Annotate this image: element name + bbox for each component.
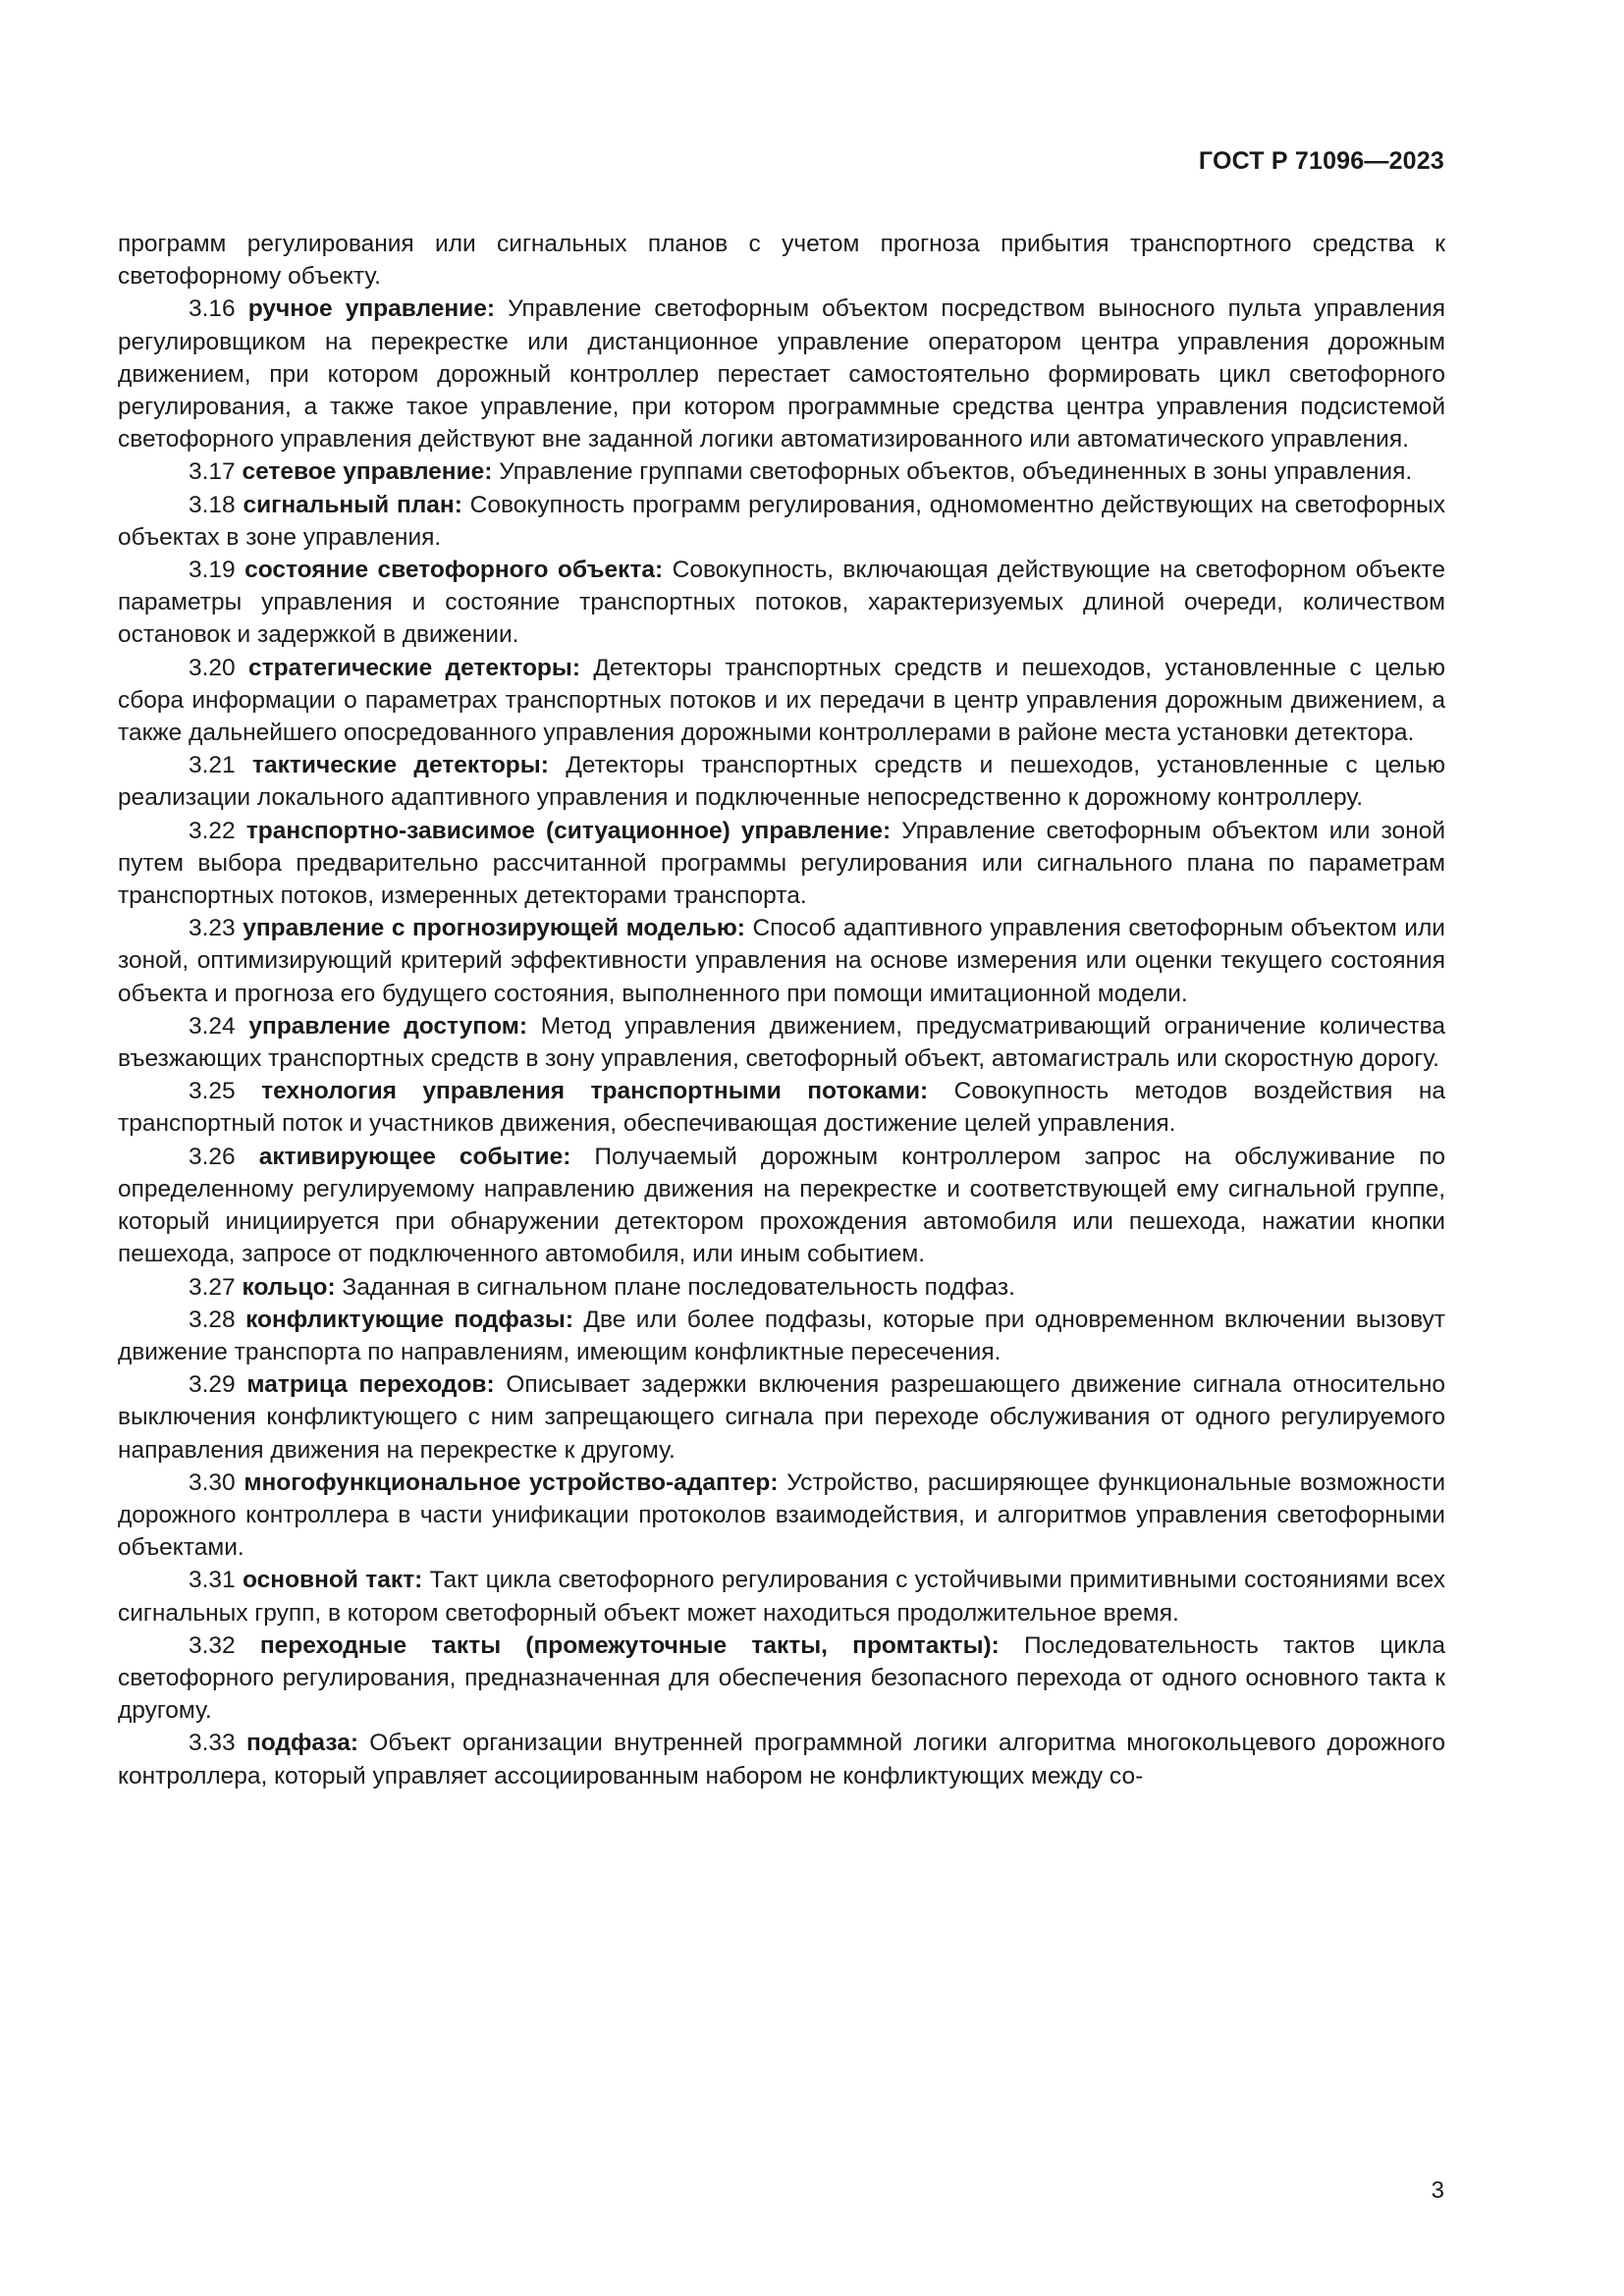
entry-3-24 [118, 1010, 1445, 1075]
entry-definition: Детекторы транспортных средств и пешеходов, установленные с целью сбора информации о параметрах транспортных потоков и их передачи в центр управления дорожным движением, а также дальнейшего опосредованного управления дорожными контроллерами в районе места установки детектора. [118, 654, 1445, 747]
entry-definition: Способ адаптивного управления светофорным объектом или зоной, оптимизирующий критерий эффективности управления на основе измерения или оценки текущего состояния объекта и прогноза его будущего состояния, выполненного при помощи имитационной модели. [118, 915, 1445, 1007]
entry-number: 3.17 [189, 458, 236, 486]
entry-3-22 [118, 815, 1445, 913]
entry-definition: Устройство, расширяющее функциональные возможности дорожного контроллера в части унификации протоколов взаимодействия, и алгоритмов управления светофорными объектами. [118, 1468, 1446, 1562]
entry-term: конфликтующие подфазы: [245, 1306, 574, 1333]
entry-3-28 [118, 1304, 1445, 1368]
entry-3-16 [118, 293, 1445, 455]
entry-number: 3.21 [189, 752, 236, 779]
entry-3-25 [118, 1075, 1445, 1140]
entry-number: 3.29 [189, 1371, 236, 1399]
page-number: 3 [1431, 2177, 1444, 2204]
entry-number: 3.30 [189, 1468, 236, 1496]
entry-term: основной такт: [243, 1567, 423, 1594]
entry-term: многофункциональное устройство-адаптер: [244, 1468, 779, 1496]
entry-term: сигнальный план: [243, 491, 462, 518]
continuation-paragraph: программ регулирования или сигнальных планов с учетом прогноза прибытия транспортного средства к светофорному объекту. [118, 231, 1445, 291]
entry-term: технология управления транспортными потоками: [261, 1078, 929, 1105]
entry-term: кольцо: [242, 1273, 336, 1301]
entry-definition: Такт цикла светофорного регулирования с устойчивыми примитивными состояниями всех сигнальных групп, в котором светофорный объект может находиться продолжительное время. [118, 1567, 1445, 1627]
entry-number: 3.22 [189, 817, 236, 844]
entry-term: управление с прогнозирующей моделью: [243, 915, 745, 942]
entry-definition: Управление светофорным объектом или зоной путем выбора предварительно рассчитанной программы регулирования или сигнального плана по параметрам транспортных потоков, измеренных детекторами транспорта. [118, 817, 1445, 910]
entry-definition: Управление светофорным объектом посредством выносного пульта управления регулировщиком на перекрестке или дистанционное управление оператором центра управления дорожным движением, при котором дорожный контроллер перестает самостоятельно формировать цикл светофорного регулирования, а также такое управление, при котором программные средства центра управления подсистемой светофорного управления действуют вне заданной логики автоматизированного или автоматического управления. [118, 295, 1445, 454]
entry-definition: Совокупность, включающая действующие на светофорном объекте параметры управления и состояние транспортных потоков, характеризуемых длиной очереди, количеством остановок и задержкой в движении. [118, 557, 1445, 649]
entry-number: 3.32 [189, 1631, 236, 1659]
entry-number: 3.27 [189, 1273, 236, 1301]
entry-term: сетевое управление: [242, 458, 493, 486]
entry-term: матрица переходов: [246, 1371, 495, 1399]
entry-number: 3.18 [189, 491, 236, 518]
entry-3-26 [118, 1141, 1445, 1271]
entry-number: 3.19 [189, 557, 236, 584]
entry-3-30 [118, 1467, 1445, 1565]
entry-definition: Объект организации внутренней программной логики алгоритма многокольцевого дорожного контроллера, который управляет ассоциированным набором не конфликтующих между со- [118, 1730, 1445, 1789]
entry-definition: Совокупность методов воздействия на транспортный поток и участников движения, обеспечивающая достижение целей управления. [118, 1078, 1445, 1138]
entry-term: активирующее событие: [258, 1143, 571, 1170]
entry-3-18 [118, 489, 1445, 554]
entry-number: 3.20 [189, 654, 236, 681]
entry-number: 3.16 [189, 295, 236, 323]
entry-number: 3.31 [189, 1567, 236, 1594]
entry-number: 3.33 [189, 1730, 236, 1757]
entry-definition: Описывает задержки включения разрешающего движение сигнала относительно выключения конфликтующего с ним запрещающего сигнала при переходе обслуживания от одного регулируемого направления движения на перекрестке к другому. [118, 1371, 1445, 1464]
entry-definition: Управление группами светофорных объектов, объединенных в зоны управления. [499, 458, 1413, 486]
entry-definition: Совокупность программ регулирования, одномоментно действующих на светофорных объектах в зоне управления. [118, 491, 1445, 551]
entry-3-32 [118, 1629, 1445, 1728]
document-body [118, 228, 1445, 1792]
standard-designation: ГОСТ Р 71096—2023 [1198, 147, 1444, 175]
entry-number: 3.26 [189, 1143, 236, 1170]
entry-3-21 [118, 749, 1445, 814]
entry-definition: Метод управления движением, предусматривающий ограничение количества въезжающих транспортных средств в зону управления, светофорный объект, автомагистраль или скоростную дорогу. [118, 1012, 1445, 1073]
entry-3-33 [118, 1727, 1445, 1791]
entry-3-20 [118, 652, 1445, 750]
entry-definition: Две или более подфазы, которые при одновременном включении вызовут движение транспорта по направлениям, имеющим конфликтные пересечения. [118, 1306, 1446, 1365]
entry-term: состояние светофорного объекта: [244, 557, 664, 584]
entry-3-29 [118, 1368, 1445, 1467]
entry-term: стратегические детекторы: [248, 654, 580, 681]
entry-3-23 [118, 912, 1445, 1010]
entry-term: тактические детекторы: [252, 752, 549, 779]
entry-3-19 [118, 554, 1445, 652]
entry-definition: Детекторы транспортных средств и пешеходов, установленные с целью реализации локального адаптивного управления и подключенные непосредственно к дорожному контроллеру. [118, 752, 1445, 812]
entry-term: переходные такты (промежуточные такты, промтакты): [259, 1631, 1000, 1659]
entry-definition: Заданная в сигнальном плане последовательность подфаз. [342, 1273, 1015, 1301]
entry-number: 3.23 [189, 915, 236, 942]
entry-term: транспортно-зависимое (ситуационное) управление: [245, 817, 892, 844]
entry-number: 3.25 [189, 1078, 236, 1105]
entry-3-27 [118, 1271, 1445, 1304]
entry-term: ручное управление: [247, 295, 495, 323]
entry-definition: Получаемый дорожным контроллером запрос на обслуживание по определенному регулируемому направлению движения на перекрестке и соответствующей ему сигнальной группе, который инициируется при обнаружении детектором прохождения автомобиля или пешехода, нажатии кнопки пешехода, запросе от подключенного автомобиля, или иным событием. [118, 1143, 1445, 1268]
entry-3-31 [118, 1564, 1445, 1629]
entry-definition: Последовательность тактов цикла светофорного регулирования, предназначенная для обеспечения безопасного перехода от одного основного такта к другому. [118, 1631, 1445, 1725]
entry-number: 3.28 [189, 1306, 236, 1333]
entry-term: подфаза: [245, 1730, 358, 1757]
entry-number: 3.24 [189, 1012, 236, 1040]
entry-3-17 [118, 455, 1445, 488]
entry-term: управление доступом: [248, 1012, 527, 1040]
